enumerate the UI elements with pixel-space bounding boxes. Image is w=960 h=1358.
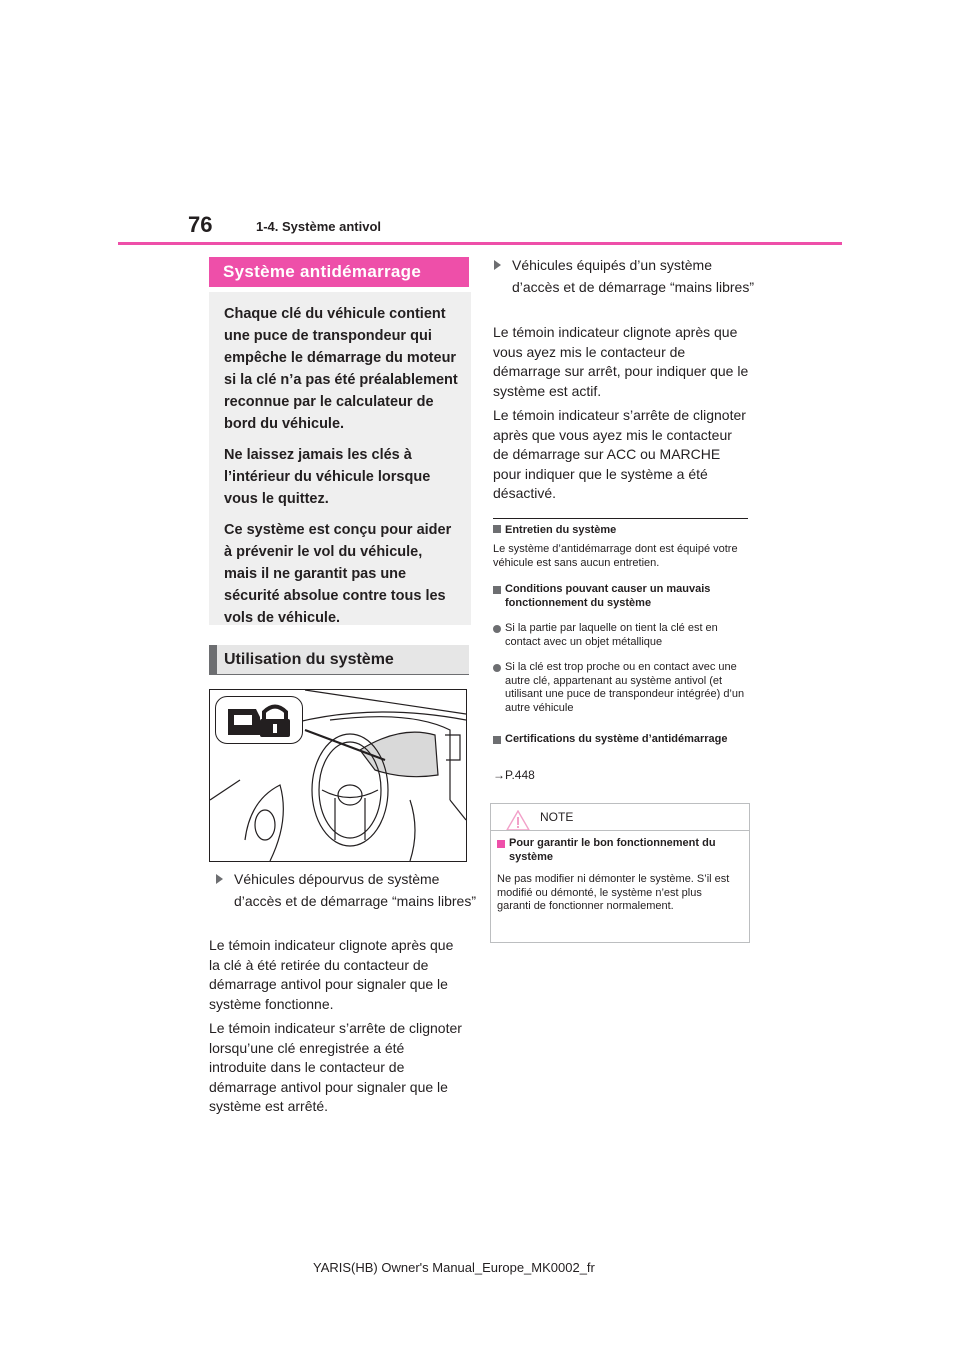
section-title: 1-4. Système antivol xyxy=(256,219,381,234)
circle-bullet-icon xyxy=(493,625,501,633)
paragraph: Le témoin indicateur s’arrête de clignoter après que vous ayez mis le contacteur de démarrage sur ACC ou MARCHE pour indiquer que le système a été désactivé. xyxy=(493,407,746,501)
note-heading: Conditions pouvant causer un mauvais fonctionnement du système xyxy=(505,583,711,609)
triangle-bullet-icon xyxy=(216,874,223,884)
summary-paragraph: Ne laissez jamais les clés à l’intérieur du véhicule lorsque vous le quittez. xyxy=(224,447,431,507)
warning-triangle-icon xyxy=(506,810,530,836)
paragraph: Le témoin indicateur clignote après que la clé à été retirée du contacteur de démarrage antivol pour signaler que le système fonctionne. xyxy=(209,937,454,1012)
summary-box xyxy=(209,292,471,625)
notes-divider xyxy=(493,518,748,519)
square-bullet-icon xyxy=(493,586,501,594)
note-box-divider xyxy=(491,830,749,831)
note-box-text: Ne pas modifier ni démonter le système. S’il est modifié ou démonté, le système n’est plus garanti de fonctionner normalement. xyxy=(497,873,730,912)
security-indicator-icon xyxy=(215,696,303,744)
condition-item xyxy=(493,622,749,649)
bullet-without-smart-entry xyxy=(212,868,482,912)
heading-system-use: Utilisation du système xyxy=(209,645,469,675)
condition-text: Si la clé est trop proche ou en contact avec une autre clé, appartenant au système antivol (et utilisant une puce de transpondeur intégrée) d’un autre véhicule xyxy=(505,661,745,714)
condition-item xyxy=(493,661,749,715)
note-label: NOTE xyxy=(540,810,574,824)
page-reference-link[interactable]: →P.448 xyxy=(493,768,535,782)
left-body xyxy=(209,936,465,1122)
paragraph: Le témoin indicateur s’arrête de clignoter lorsqu’une clé enregistrée a été introduite dans le contacteur de démarrage antivol pour signaler que le système est arrêté. xyxy=(209,1020,462,1114)
summary-paragraph: Chaque clé du véhicule contient une puce de transpondeur qui empêche le démarrage du moteur si la clé n’a pas été préalablement reconnue par le calculateur de bord du véhicule. xyxy=(224,306,458,432)
square-bullet-icon xyxy=(493,525,501,533)
footer-manual-id: YARIS(HB) Owner's Manual_Europe_MK0002_fr xyxy=(313,1260,595,1275)
square-bullet-icon xyxy=(497,840,505,848)
note-box-heading xyxy=(497,837,741,864)
bullet-text: Véhicules dépourvus de système d’accès et de démarrage “mains libres” xyxy=(234,871,476,909)
note-heading: Entretien du système xyxy=(505,524,617,536)
square-bullet-icon xyxy=(493,736,501,744)
condition-text: Si la partie par laquelle on tient la clé est en contact avec un objet métallique xyxy=(505,622,718,648)
heading-immobilizer: Système antidémarrage xyxy=(209,257,469,287)
circle-bullet-icon xyxy=(493,664,501,672)
bullet-text: Véhicules équipés d’un système d’accès et de démarrage “mains libres” xyxy=(512,257,754,295)
bullet-with-smart-entry xyxy=(490,254,756,298)
summary-paragraph: Ce système est conçu pour aider à prévenir le vol du véhicule, mais il ne garantit pas une sécurité absolue contre tous les vols de véhicule. xyxy=(224,522,452,626)
note-heading: Certifications du système d’antidémarrage xyxy=(505,733,728,745)
note-maintenance-heading xyxy=(493,524,749,538)
note-certifications-heading xyxy=(493,733,749,747)
right-body xyxy=(493,323,749,509)
note-maintenance-text: Le système d’antidémarrage dont est équipé votre véhicule est sans aucun entretien. xyxy=(493,543,738,569)
header-divider xyxy=(118,242,842,245)
note-conditions-heading xyxy=(493,583,749,610)
dashboard-illustration xyxy=(209,689,467,862)
paragraph: Le témoin indicateur clignote après que vous ayez mis le contacteur de démarrage sur arrêt, pour indiquer que le système est actif. xyxy=(493,324,749,399)
page-number: 76 xyxy=(188,212,213,237)
triangle-bullet-icon xyxy=(494,260,501,270)
note-heading: Pour garantir le bon fonctionnement du système xyxy=(509,837,716,863)
